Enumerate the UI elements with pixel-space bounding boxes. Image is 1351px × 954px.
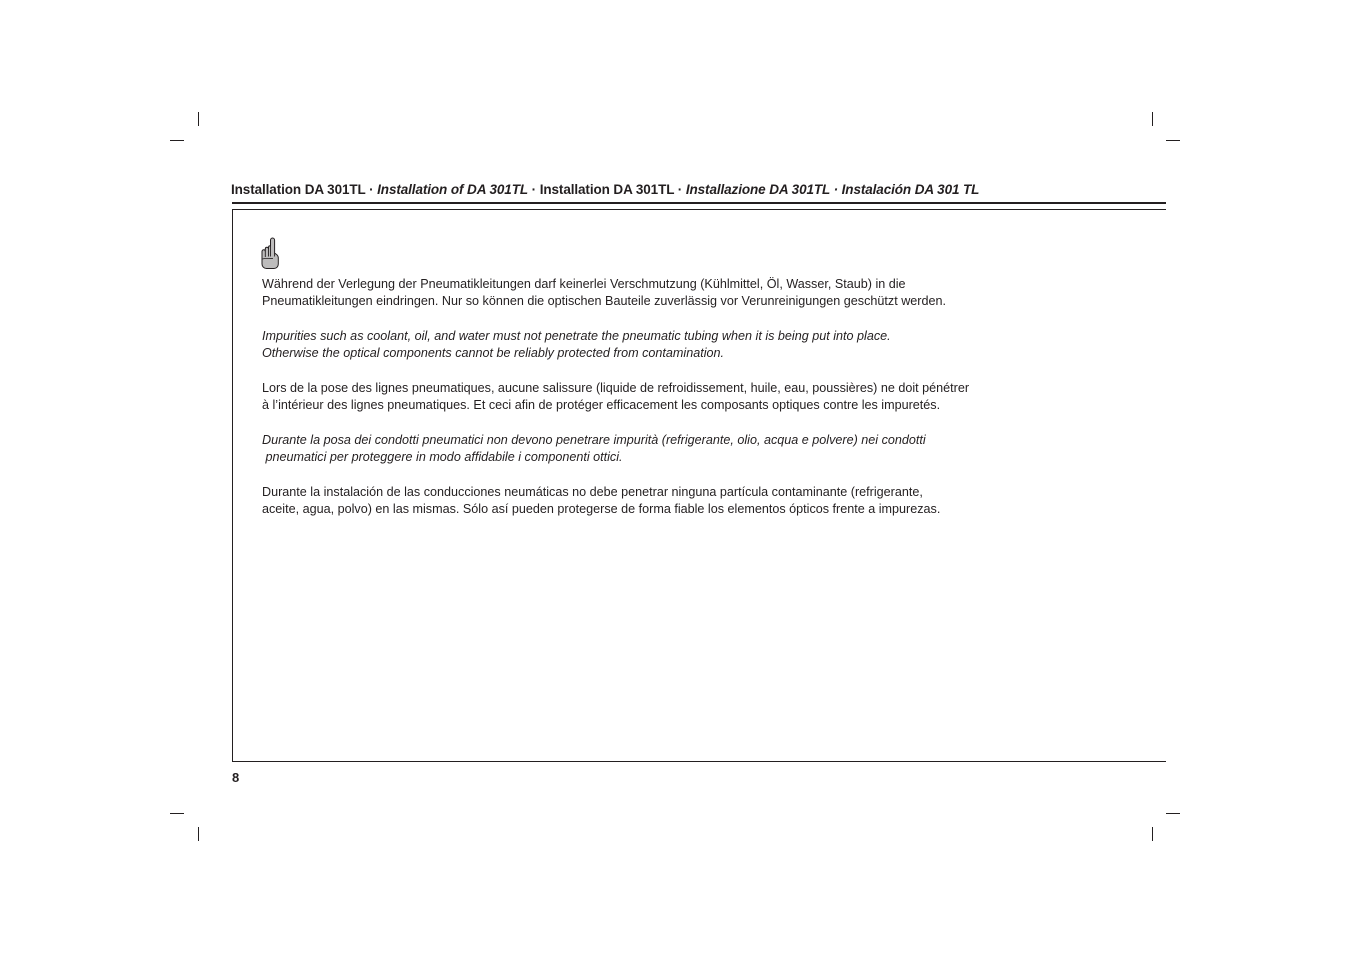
crop-mark [1152,827,1153,841]
header-separator: · [829,182,842,197]
paragraph-line: Lors de la pose des lignes pneumatiques, aucune salissure (liquide de refroidissement, huile, eau, poussières) ne doit pénétrer [262,381,970,395]
crop-mark [1166,813,1180,814]
section-header [231,182,1166,197]
header-title-de: Installation DA 301TL · [231,182,378,197]
crop-mark [170,140,184,141]
header-title-es: Instalación DA 301 TL [841,182,980,197]
paragraph-line: Impurities such as coolant, oil, and water must not penetrate the pneumatic tubing when it is being put into place. [262,329,891,343]
paragraph-italian [262,432,926,466]
paragraph-spanish [262,484,940,518]
paragraph-german [262,276,946,310]
paragraph-french [262,380,969,414]
pointing-hand-icon [259,236,283,270]
paragraph-line: Während der Verlegung der Pneumatikleitungen darf keinerlei Verschmutzung (Kühlmittel, Öl, Wasser, Staub) in die [262,277,906,291]
page-number: 8 [232,770,240,785]
paragraph-line: Durante la posa dei condotti pneumatici non devono penetrare impurità (refrigerante, olio, acqua e polvere) nei condotti [262,433,926,447]
header-title-it: Installazione DA 301TL [685,182,830,197]
crop-mark [170,813,184,814]
header-rule [232,202,1166,204]
paragraph-line: à l’intérieur des lignes pneumatiques. Et ceci afin de protéger efficacement les composants optiques contre les impuretés. [262,398,941,412]
paragraph-line: Pneumatikleitungen eindringen. Nur so können die optischen Bauteile zuverlässig vor Verunreinigungen geschützt werden. [262,294,946,308]
crop-mark [1166,140,1180,141]
header-title-fr: · Installation DA 301TL · [528,182,686,197]
paragraph-line: aceite, agua, polvo) en las mismas. Sólo así pueden protegerse de forma fiable los elementos ópticos frente a impurezas. [262,502,941,516]
paragraph-line: pneumatici per proteggere in modo affidabile i componenti ottici. [262,450,623,464]
paragraph-english [262,328,891,362]
paragraph-line: Durante la instalación de las conducciones neumáticas no debe penetrar ninguna partícula contaminante (refrigerante, [262,485,923,499]
paragraph-line: Otherwise the optical components cannot be reliably protected from contamination. [262,346,725,360]
crop-mark [198,827,199,841]
header-title-en: Installation of DA 301TL [377,182,529,197]
crop-mark [198,112,199,126]
crop-mark [1152,112,1153,126]
